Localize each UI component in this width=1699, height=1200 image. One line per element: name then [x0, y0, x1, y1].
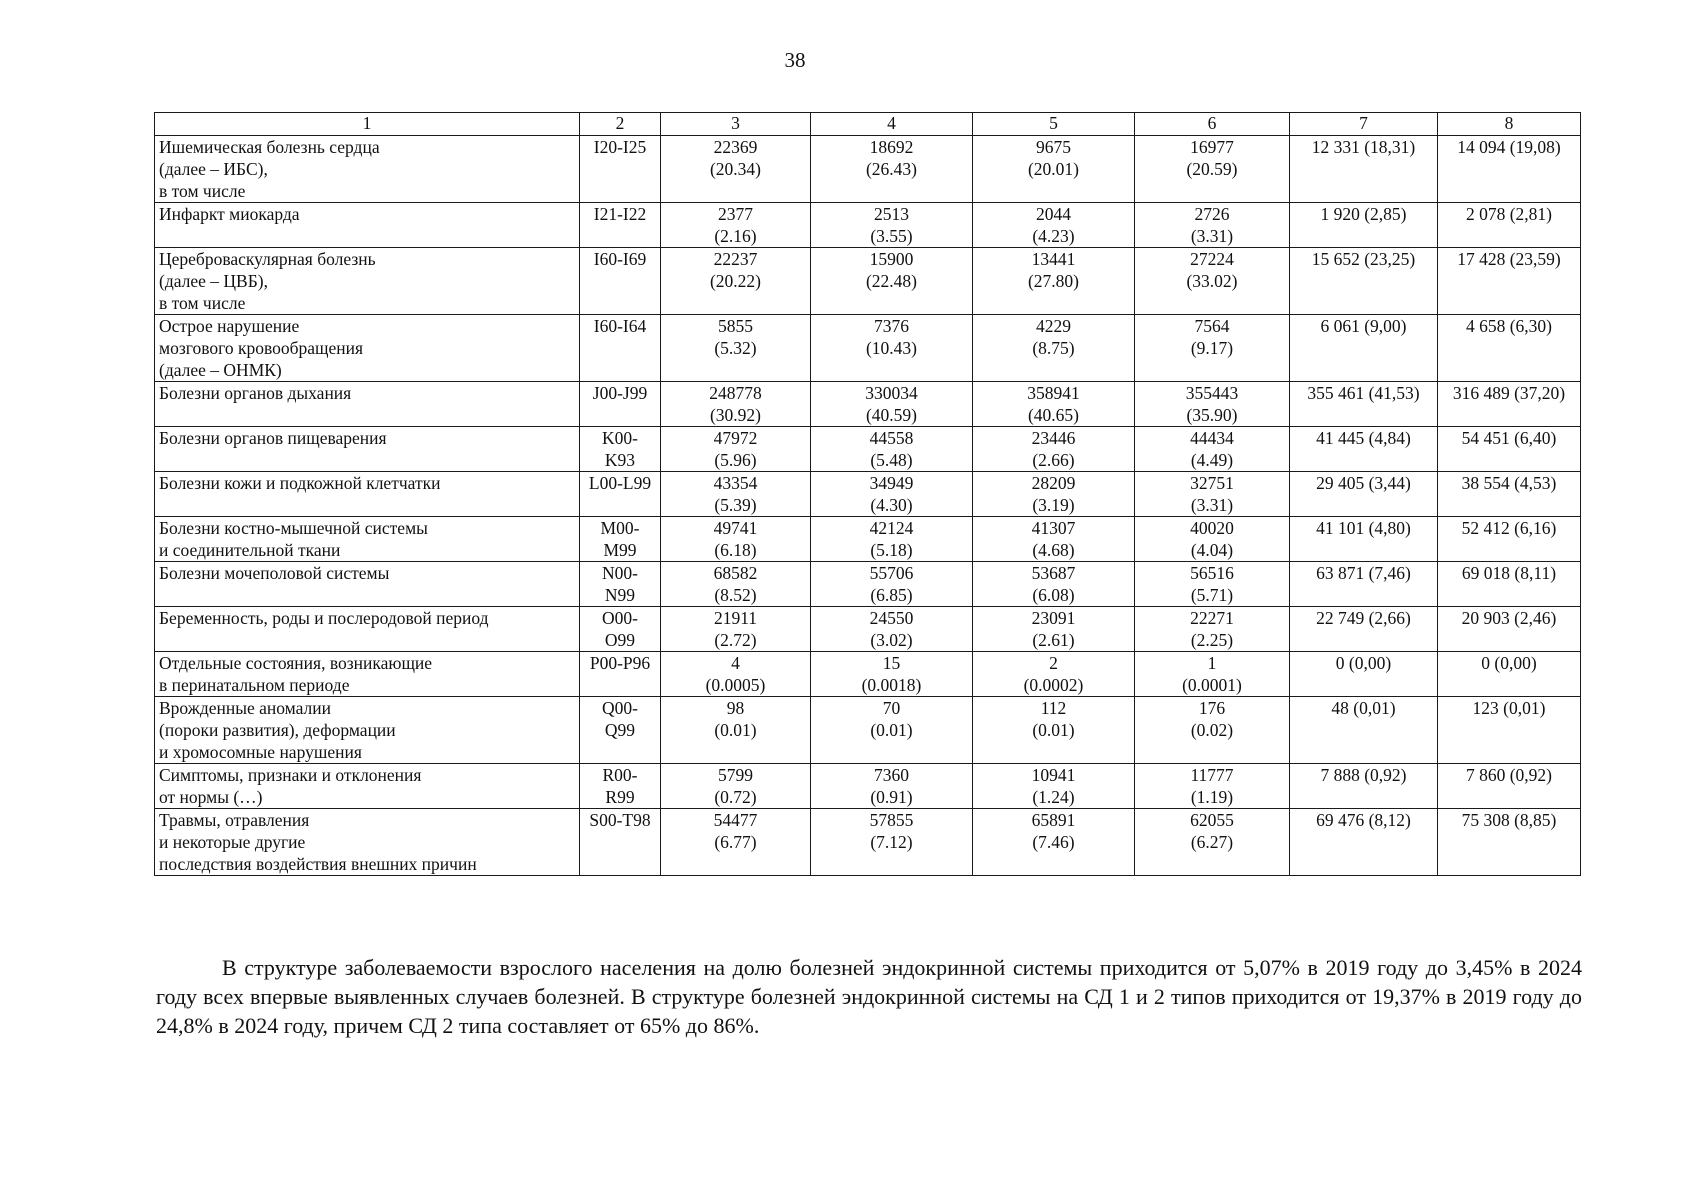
- icd-code-cell: S00-T98: [580, 809, 661, 876]
- disease-name-cell: Болезни мочеполовой системы: [155, 562, 580, 607]
- value-cell: 23446 (2.66): [973, 427, 1135, 472]
- value-cell: 23091 (2.61): [973, 607, 1135, 652]
- value-cell: 44434 (4.49): [1135, 427, 1290, 472]
- value-cell: 16977 (20.59): [1135, 136, 1290, 203]
- value-cell: 2377 (2.16): [661, 203, 811, 248]
- table-row: [155, 697, 1581, 764]
- value-cell: 57855 (7.12): [811, 809, 973, 876]
- table-row: [155, 562, 1581, 607]
- value-cell: 43354 (5.39): [661, 472, 811, 517]
- table-row: [155, 809, 1581, 876]
- table-row: [155, 136, 1581, 203]
- value-cell: 41 445 (4,84): [1290, 427, 1438, 472]
- value-cell: 14 094 (19,08): [1438, 136, 1581, 203]
- value-cell: 42124 (5.18): [811, 517, 973, 562]
- value-cell: 248778 (30.92): [661, 382, 811, 427]
- disease-name-cell: Инфаркт миокарда: [155, 203, 580, 248]
- column-header: 6: [1135, 113, 1290, 136]
- value-cell: 1 (0.0001): [1135, 652, 1290, 697]
- table-header-row: [155, 113, 1581, 136]
- value-cell: 316 489 (37,20): [1438, 382, 1581, 427]
- value-cell: 7 860 (0,92): [1438, 764, 1581, 809]
- value-cell: 28209 (3.19): [973, 472, 1135, 517]
- page-number: 38: [784, 48, 806, 72]
- value-cell: 15 (0.0018): [811, 652, 973, 697]
- value-cell: 52 412 (6,16): [1438, 517, 1581, 562]
- table-row: [155, 764, 1581, 809]
- value-cell: 6 061 (9,00): [1290, 315, 1438, 382]
- disease-name-cell: Острое нарушение мозгового кровообращения (далее – ОНМК): [155, 315, 580, 382]
- value-cell: 7360 (0.91): [811, 764, 973, 809]
- value-cell: 69 018 (8,11): [1438, 562, 1581, 607]
- column-header: 8: [1438, 113, 1581, 136]
- value-cell: 69 476 (8,12): [1290, 809, 1438, 876]
- value-cell: 48 (0,01): [1290, 697, 1438, 764]
- table-row: [155, 382, 1581, 427]
- disease-name-cell: Цереброваскулярная болезнь (далее – ЦВБ), в том числе: [155, 248, 580, 315]
- value-cell: 4 658 (6,30): [1438, 315, 1581, 382]
- value-cell: 4 (0.0005): [661, 652, 811, 697]
- disease-name-cell: Болезни костно-мышечной системы и соединительной ткани: [155, 517, 580, 562]
- value-cell: 355 461 (41,53): [1290, 382, 1438, 427]
- value-cell: 355443 (35.90): [1135, 382, 1290, 427]
- value-cell: 44558 (5.48): [811, 427, 973, 472]
- value-cell: 63 871 (7,46): [1290, 562, 1438, 607]
- value-cell: 2726 (3.31): [1135, 203, 1290, 248]
- value-cell: 22369 (20.34): [661, 136, 811, 203]
- value-cell: 32751 (3.31): [1135, 472, 1290, 517]
- disease-name-cell: Болезни кожи и подкожной клетчатки: [155, 472, 580, 517]
- icd-code-cell: I20-I25: [580, 136, 661, 203]
- table-row: [155, 652, 1581, 697]
- column-header: 2: [580, 113, 661, 136]
- table-row: [155, 315, 1581, 382]
- value-cell: 2 (0.0002): [973, 652, 1135, 697]
- value-cell: 9675 (20.01): [973, 136, 1135, 203]
- value-cell: 54477 (6.77): [661, 809, 811, 876]
- icd-code-cell: J00-J99: [580, 382, 661, 427]
- column-header: 3: [661, 113, 811, 136]
- value-cell: 0 (0,00): [1438, 652, 1581, 697]
- value-cell: 13441 (27.80): [973, 248, 1135, 315]
- value-cell: 29 405 (3,44): [1290, 472, 1438, 517]
- body-paragraph: В структуре заболеваемости взрослого населения на долю болезней эндокринной системы приходится от 5,07% в 2019 году до 3,45% в 2024 году всех впервые выявленных случаев болезней. В структуре болезней эндокринной системы на СД 1 и 2 типов приходится от 19,37% в 2019 году до 24,8% в 2024 году, причем СД 2 типа составляет от 65% до 86%.: [156, 955, 1582, 1038]
- value-cell: 123 (0,01): [1438, 697, 1581, 764]
- value-cell: 53687 (6.08): [973, 562, 1135, 607]
- table-row: [155, 472, 1581, 517]
- value-cell: 4229 (8.75): [973, 315, 1135, 382]
- value-cell: 98 (0.01): [661, 697, 811, 764]
- column-header: 5: [973, 113, 1135, 136]
- value-cell: 41307 (4.68): [973, 517, 1135, 562]
- table-row: [155, 427, 1581, 472]
- value-cell: 176 (0.02): [1135, 697, 1290, 764]
- value-cell: 7376 (10.43): [811, 315, 973, 382]
- value-cell: 22 749 (2,66): [1290, 607, 1438, 652]
- value-cell: 2513 (3.55): [811, 203, 973, 248]
- value-cell: 15900 (22.48): [811, 248, 973, 315]
- value-cell: 55706 (6.85): [811, 562, 973, 607]
- value-cell: 18692 (26.43): [811, 136, 973, 203]
- value-cell: 56516 (5.71): [1135, 562, 1290, 607]
- value-cell: 358941 (40.65): [973, 382, 1135, 427]
- value-cell: 41 101 (4,80): [1290, 517, 1438, 562]
- value-cell: 10941 (1.24): [973, 764, 1135, 809]
- value-cell: 0 (0,00): [1290, 652, 1438, 697]
- value-cell: 2044 (4.23): [973, 203, 1135, 248]
- value-cell: 17 428 (23,59): [1438, 248, 1581, 315]
- value-cell: 27224 (33.02): [1135, 248, 1290, 315]
- table-row: [155, 203, 1581, 248]
- disease-name-cell: Ишемическая болезнь сердца (далее – ИБС), в том числе: [155, 136, 580, 203]
- icd-code-cell: N00- N99: [580, 562, 661, 607]
- icd-code-cell: P00-P96: [580, 652, 661, 697]
- disease-name-cell: Врожденные аномалии (пороки развития), деформации и хромосомные нарушения: [155, 697, 580, 764]
- value-cell: 15 652 (23,25): [1290, 248, 1438, 315]
- column-header: 7: [1290, 113, 1438, 136]
- value-cell: 112 (0.01): [973, 697, 1135, 764]
- value-cell: 1 920 (2,85): [1290, 203, 1438, 248]
- value-cell: 5799 (0.72): [661, 764, 811, 809]
- value-cell: 40020 (4.04): [1135, 517, 1290, 562]
- value-cell: 34949 (4.30): [811, 472, 973, 517]
- disease-name-cell: Отдельные состояния, возникающие в перинатальном периоде: [155, 652, 580, 697]
- column-header: 1: [155, 113, 580, 136]
- value-cell: 22271 (2.25): [1135, 607, 1290, 652]
- disease-name-cell: Травмы, отравления и некоторые другие последствия воздействия внешних причин: [155, 809, 580, 876]
- value-cell: 12 331 (18,31): [1290, 136, 1438, 203]
- value-cell: 24550 (3.02): [811, 607, 973, 652]
- icd-code-cell: I60-I64: [580, 315, 661, 382]
- icd-code-cell: K00- K93: [580, 427, 661, 472]
- value-cell: 5855 (5.32): [661, 315, 811, 382]
- disease-name-cell: Болезни органов дыхания: [155, 382, 580, 427]
- value-cell: 68582 (8.52): [661, 562, 811, 607]
- value-cell: 54 451 (6,40): [1438, 427, 1581, 472]
- value-cell: 7564 (9.17): [1135, 315, 1290, 382]
- icd-code-cell: O00- O99: [580, 607, 661, 652]
- value-cell: 70 (0.01): [811, 697, 973, 764]
- value-cell: 21911 (2.72): [661, 607, 811, 652]
- value-cell: 49741 (6.18): [661, 517, 811, 562]
- value-cell: 11777 (1.19): [1135, 764, 1290, 809]
- value-cell: 7 888 (0,92): [1290, 764, 1438, 809]
- value-cell: 2 078 (2,81): [1438, 203, 1581, 248]
- icd-code-cell: L00-L99: [580, 472, 661, 517]
- disease-name-cell: Болезни органов пищеварения: [155, 427, 580, 472]
- value-cell: 330034 (40.59): [811, 382, 973, 427]
- value-cell: 20 903 (2,46): [1438, 607, 1581, 652]
- disease-name-cell: Симптомы, признаки и отклонения от нормы (…): [155, 764, 580, 809]
- value-cell: 62055 (6.27): [1135, 809, 1290, 876]
- value-cell: 22237 (20.22): [661, 248, 811, 315]
- column-header: 4: [811, 113, 973, 136]
- value-cell: 38 554 (4,53): [1438, 472, 1581, 517]
- morbidity-table: [154, 112, 1581, 876]
- table-row: [155, 248, 1581, 315]
- table-row: [155, 607, 1581, 652]
- value-cell: 75 308 (8,85): [1438, 809, 1581, 876]
- icd-code-cell: M00- M99: [580, 517, 661, 562]
- table-body: [155, 136, 1581, 876]
- icd-code-cell: Q00- Q99: [580, 697, 661, 764]
- table-row: [155, 517, 1581, 562]
- value-cell: 47972 (5.96): [661, 427, 811, 472]
- icd-code-cell: R00- R99: [580, 764, 661, 809]
- disease-name-cell: Беременность, роды и послеродовой период: [155, 607, 580, 652]
- icd-code-cell: I21-I22: [580, 203, 661, 248]
- icd-code-cell: I60-I69: [580, 248, 661, 315]
- value-cell: 65891 (7.46): [973, 809, 1135, 876]
